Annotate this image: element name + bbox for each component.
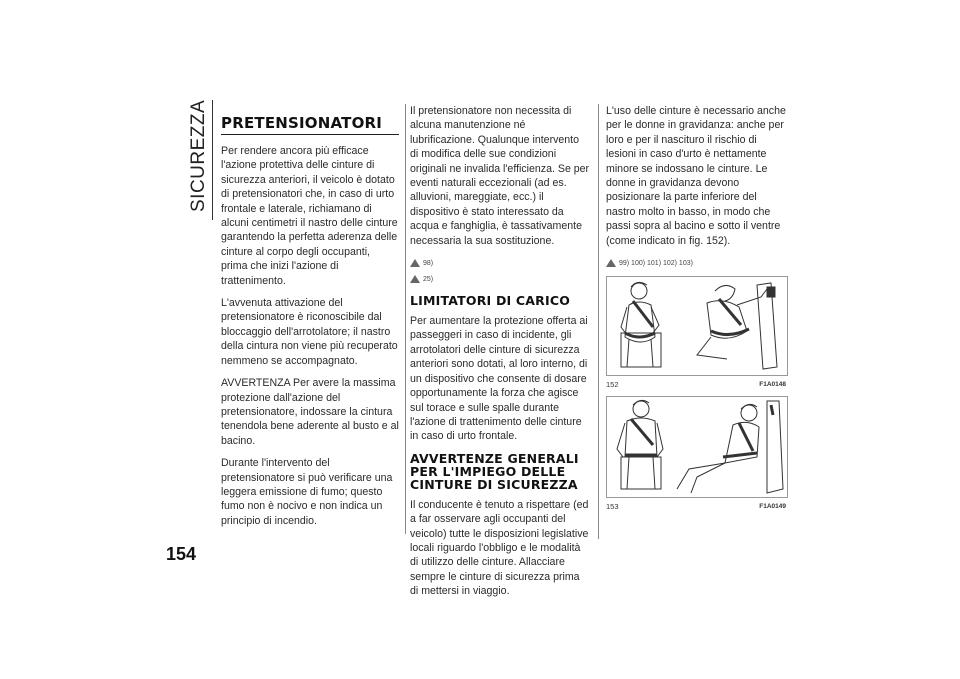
figure-code: F1A0148	[759, 380, 786, 388]
heading-avvertenze: AVVERTENZE GENERALI PER L'IMPIEGO DELLE CINTURE DI SICUREZZA	[410, 450, 579, 492]
caution-icon	[410, 275, 420, 283]
paragraph: Durante l'intervento del pretensionatore si può verificare una leggera emissione di fumo; questo fumo non è nocivo e non indica un principio di incendio.	[221, 457, 393, 527]
figure-153	[606, 396, 788, 498]
paragraph: Il pretensionatore non necessita di alcuna manutenzione né lubrificazione. Qualunque intervento di modifica delle sue condizioni originali ne invalida l'efficienza. Se per eventi naturali eccezionali (ad es. alluvioni, mareggiate, ecc.) il dispositivo è stato interessato da acqua e fanghiglia, è tassativamente necessaria la sua sostituzione.	[410, 105, 590, 247]
warning-reference	[606, 256, 786, 270]
section-title-text: SICUREZZA	[188, 99, 209, 212]
section-divider	[212, 100, 213, 220]
warning-ref-text: 99) 100) 101) 102) 103)	[619, 259, 693, 267]
paragraph: L'uso delle cinture è necessario anche per le donne in gravidanza: anche per loro e per il nascituro il rischio di lesioni in caso d'urto è nettamente minore se indossano le cinture. Le donne in gravidanza devono posizionare la parte inferiore del nastro molto in basso, in modo che passi sopra al bacino e sotto il ventre (come indicato in fig. 152).	[606, 105, 786, 247]
warning-icon	[410, 259, 420, 267]
warning-icon	[606, 259, 616, 267]
seatbelt-position-illustration	[607, 397, 787, 497]
pregnant-seatbelt-illustration	[607, 277, 787, 375]
warning-ref-text: 25)	[423, 275, 434, 283]
paragraph: L'avvenuta attivazione del pretensionatore è riconoscibile dal bloccaggio dell'arrotolatore; il nastro della cintura non viene più recuperato nemmeno se accompagnato.	[221, 297, 398, 367]
paragraph: Il conducente è tenuto a rispettare (ed a far osservare agli occupanti del veicolo) tutte le disposizioni legislative locali riguardo l'obbligo e le modalità di utilizzo delle cinture. Allacciare sempre le cinture di sicurezza prima di mettersi in viaggio.	[410, 498, 589, 598]
warning-reference	[410, 272, 590, 286]
heading-pretensionatori: PRETENSIONATORI	[221, 114, 399, 135]
figure-number: 153	[606, 501, 619, 511]
warning-ref-text: 98)	[423, 259, 434, 267]
paragraph: Per aumentare la protezione offerta ai passeggeri in caso di incidente, gli arrotolatori delle cinture di sicurezza anteriori sono dotati, al loro interno, di un dispositivo che consente di dosare opportunamente la forza che agisce sul torace e sulle spalle durante l'azione di trattenimento delle cinture in caso di urto frontale.	[410, 315, 588, 443]
column-divider	[598, 104, 599, 539]
figure-caption	[606, 378, 786, 390]
column-3	[606, 104, 786, 512]
paragraph: AVVERTENZA Per avere la massima protezione dall'azione del pretensionatore, indossare la cintura tenendola bene aderente al busto e al bacino.	[221, 377, 399, 447]
section-title	[168, 100, 208, 212]
figure-code: F1A0149	[759, 502, 786, 510]
column-2	[410, 104, 590, 607]
paragraph: Per rendere ancora più efficace l'azione protettiva delle cinture di sicurezza anteriori, il veicolo è dotato di pretensionatori che, in caso di urto frontale e laterale, richiamano di alcuni centimetri il nastro delle cinture garantendo la perfetta aderenza delle cinture al corpo degli occupanti, prima che inizi l'azione di trattenimento.	[221, 145, 398, 287]
heading-limitatori: LIMITATORI DI CARICO	[410, 293, 571, 309]
column-1	[221, 104, 399, 536]
figure-caption	[606, 500, 786, 512]
column-divider	[405, 104, 406, 534]
page-number: 154	[166, 544, 197, 564]
figure-152	[606, 276, 788, 376]
warning-reference	[410, 256, 590, 270]
figure-number: 152	[606, 379, 619, 389]
